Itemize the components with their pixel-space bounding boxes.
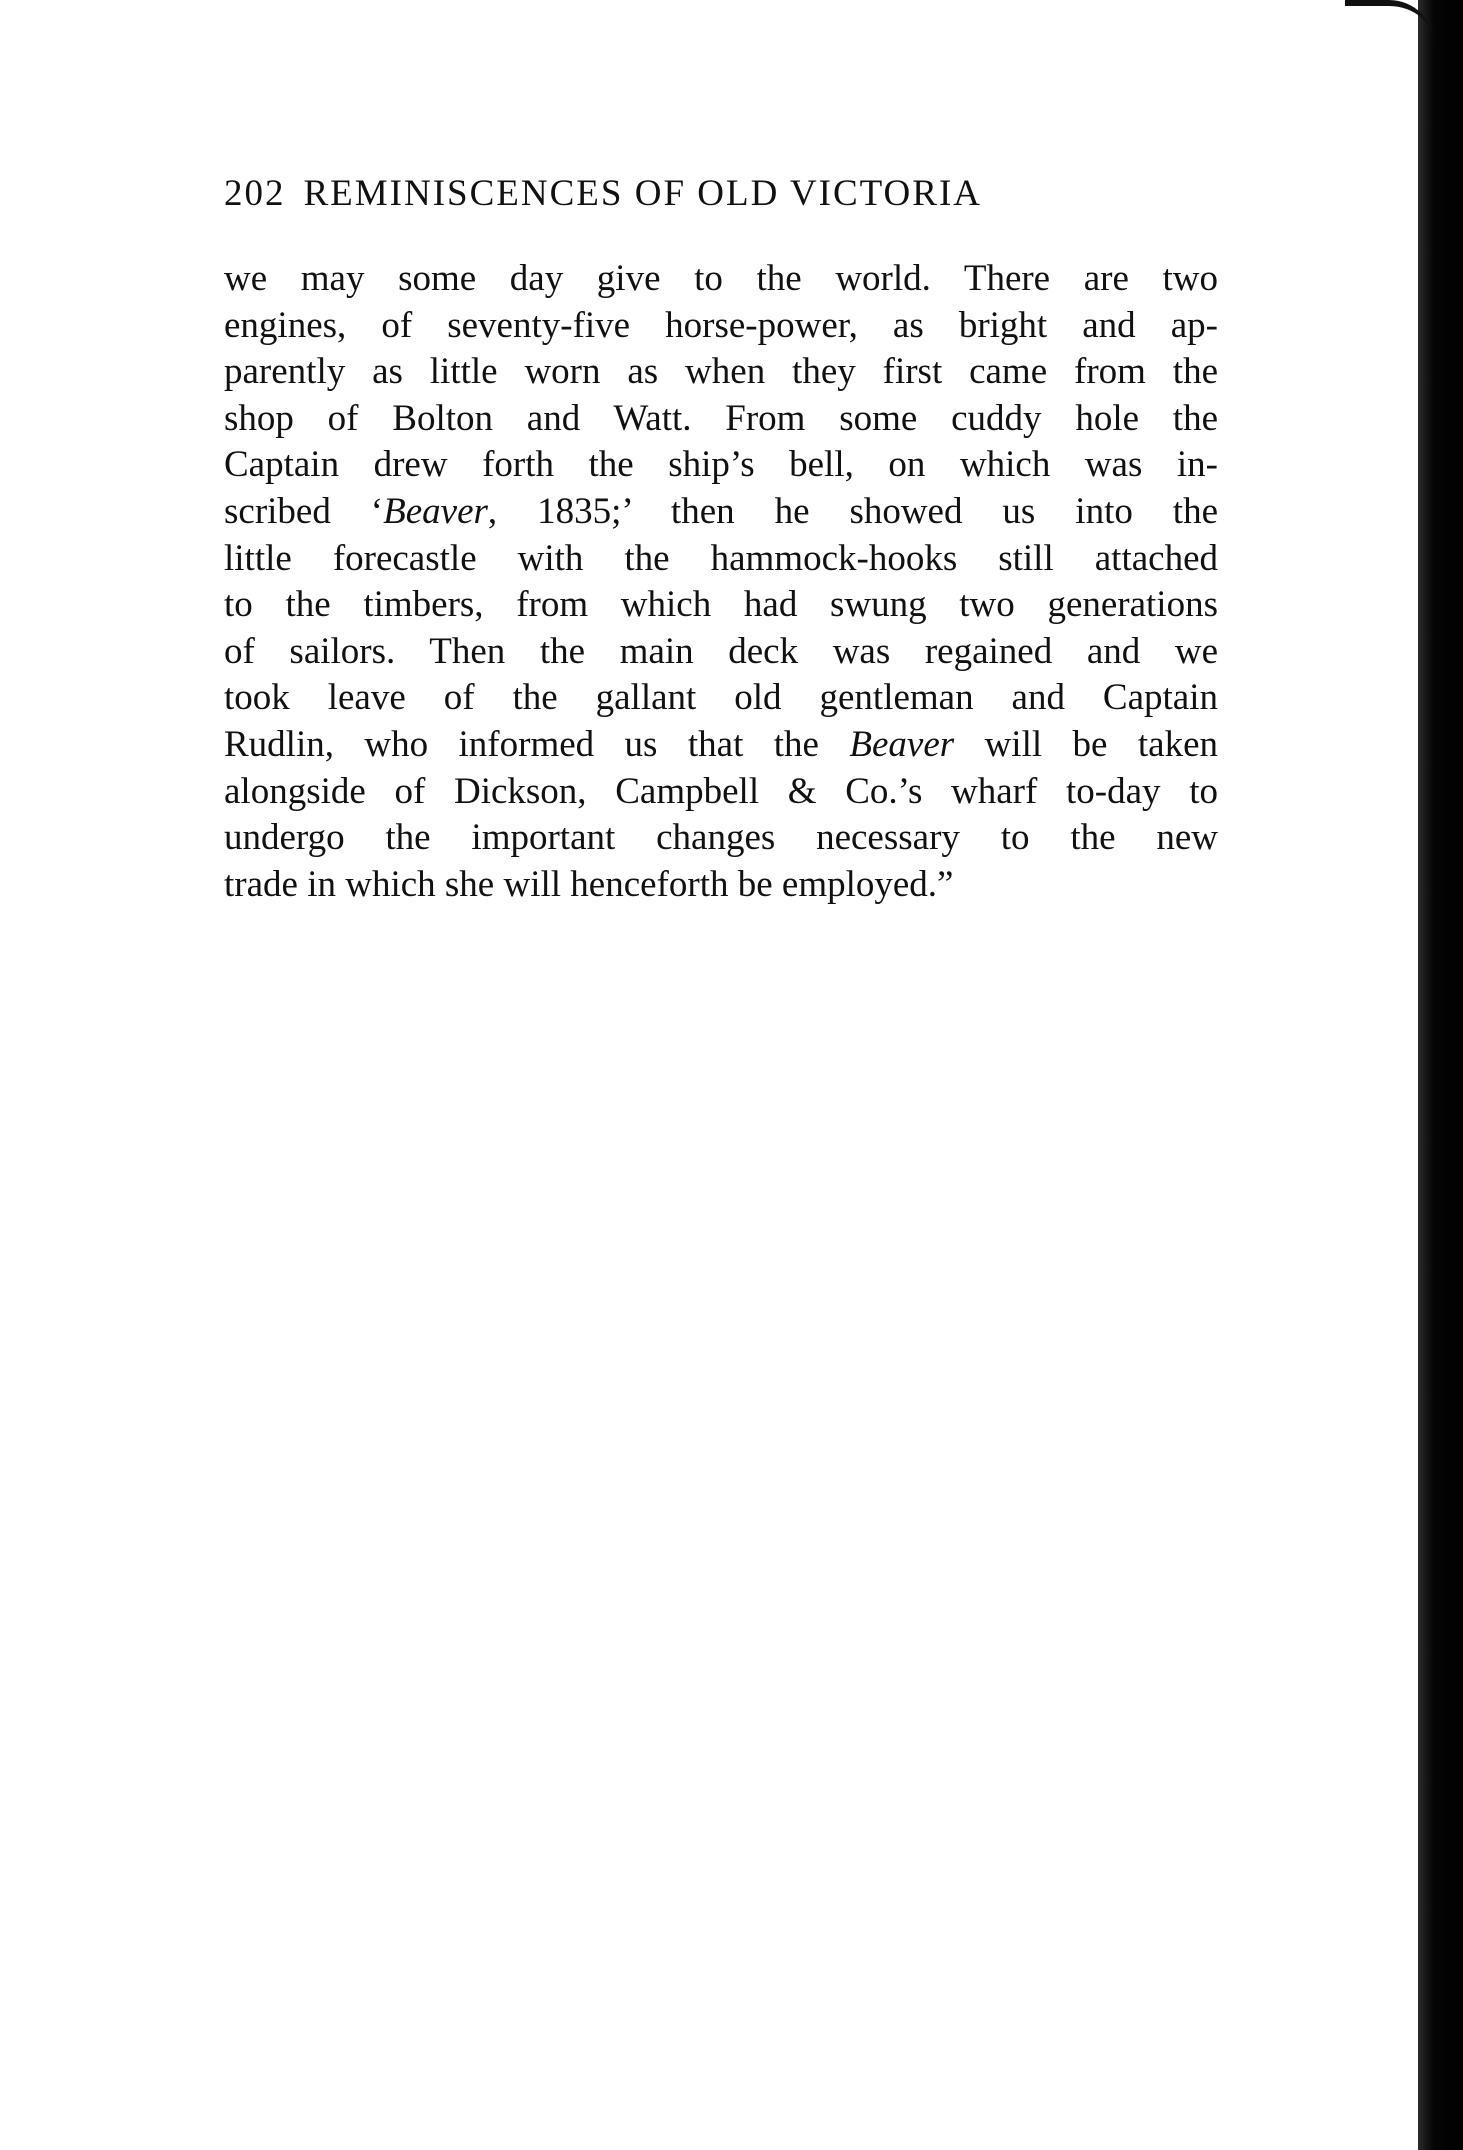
text-line: took leave of the gallant old gentleman and Captain bbox=[224, 677, 1218, 719]
running-head bbox=[224, 172, 1184, 215]
page-number: 202 bbox=[224, 173, 286, 214]
text-line: parently as little worn as when they first came from the bbox=[224, 351, 1218, 393]
text-line: scribed ‘Beaver, 1835;’ then he showed us into the bbox=[224, 490, 1218, 532]
text-line: undergo the important changes necessary to the new bbox=[224, 817, 1218, 859]
text-line: trade in which she will henceforth be employed.” bbox=[224, 863, 954, 905]
text-line: Captain drew forth the ship’s bell, on which was in- bbox=[224, 444, 1218, 486]
text-line: alongside of Dickson, Campbell & Co.’s wharf to-day to bbox=[224, 770, 1218, 812]
text-line: little forecastle with the hammock-hooks still attached bbox=[224, 537, 1218, 579]
book-binding-edge bbox=[1418, 0, 1463, 2150]
ship-name: Beaver bbox=[383, 490, 488, 532]
body-paragraph bbox=[224, 256, 1218, 908]
text-line: Rudlin, who informed us that the Beaver will be taken bbox=[224, 723, 1218, 765]
running-title: REMINISCENCES OF OLD VICTORIA bbox=[303, 173, 982, 214]
ship-name: Beaver bbox=[849, 723, 955, 765]
text-line: shop of Bolton and Watt. From some cuddy hole the bbox=[224, 397, 1218, 439]
text-line: we may some day give to the world. There are two bbox=[224, 258, 1218, 299]
text-line: of sailors. Then the main deck was regained and we bbox=[224, 630, 1218, 672]
text-line: to the timbers, from which had swung two generations bbox=[224, 584, 1218, 626]
text-line: engines, of seventy-five horse-power, as bright and ap- bbox=[224, 304, 1218, 346]
